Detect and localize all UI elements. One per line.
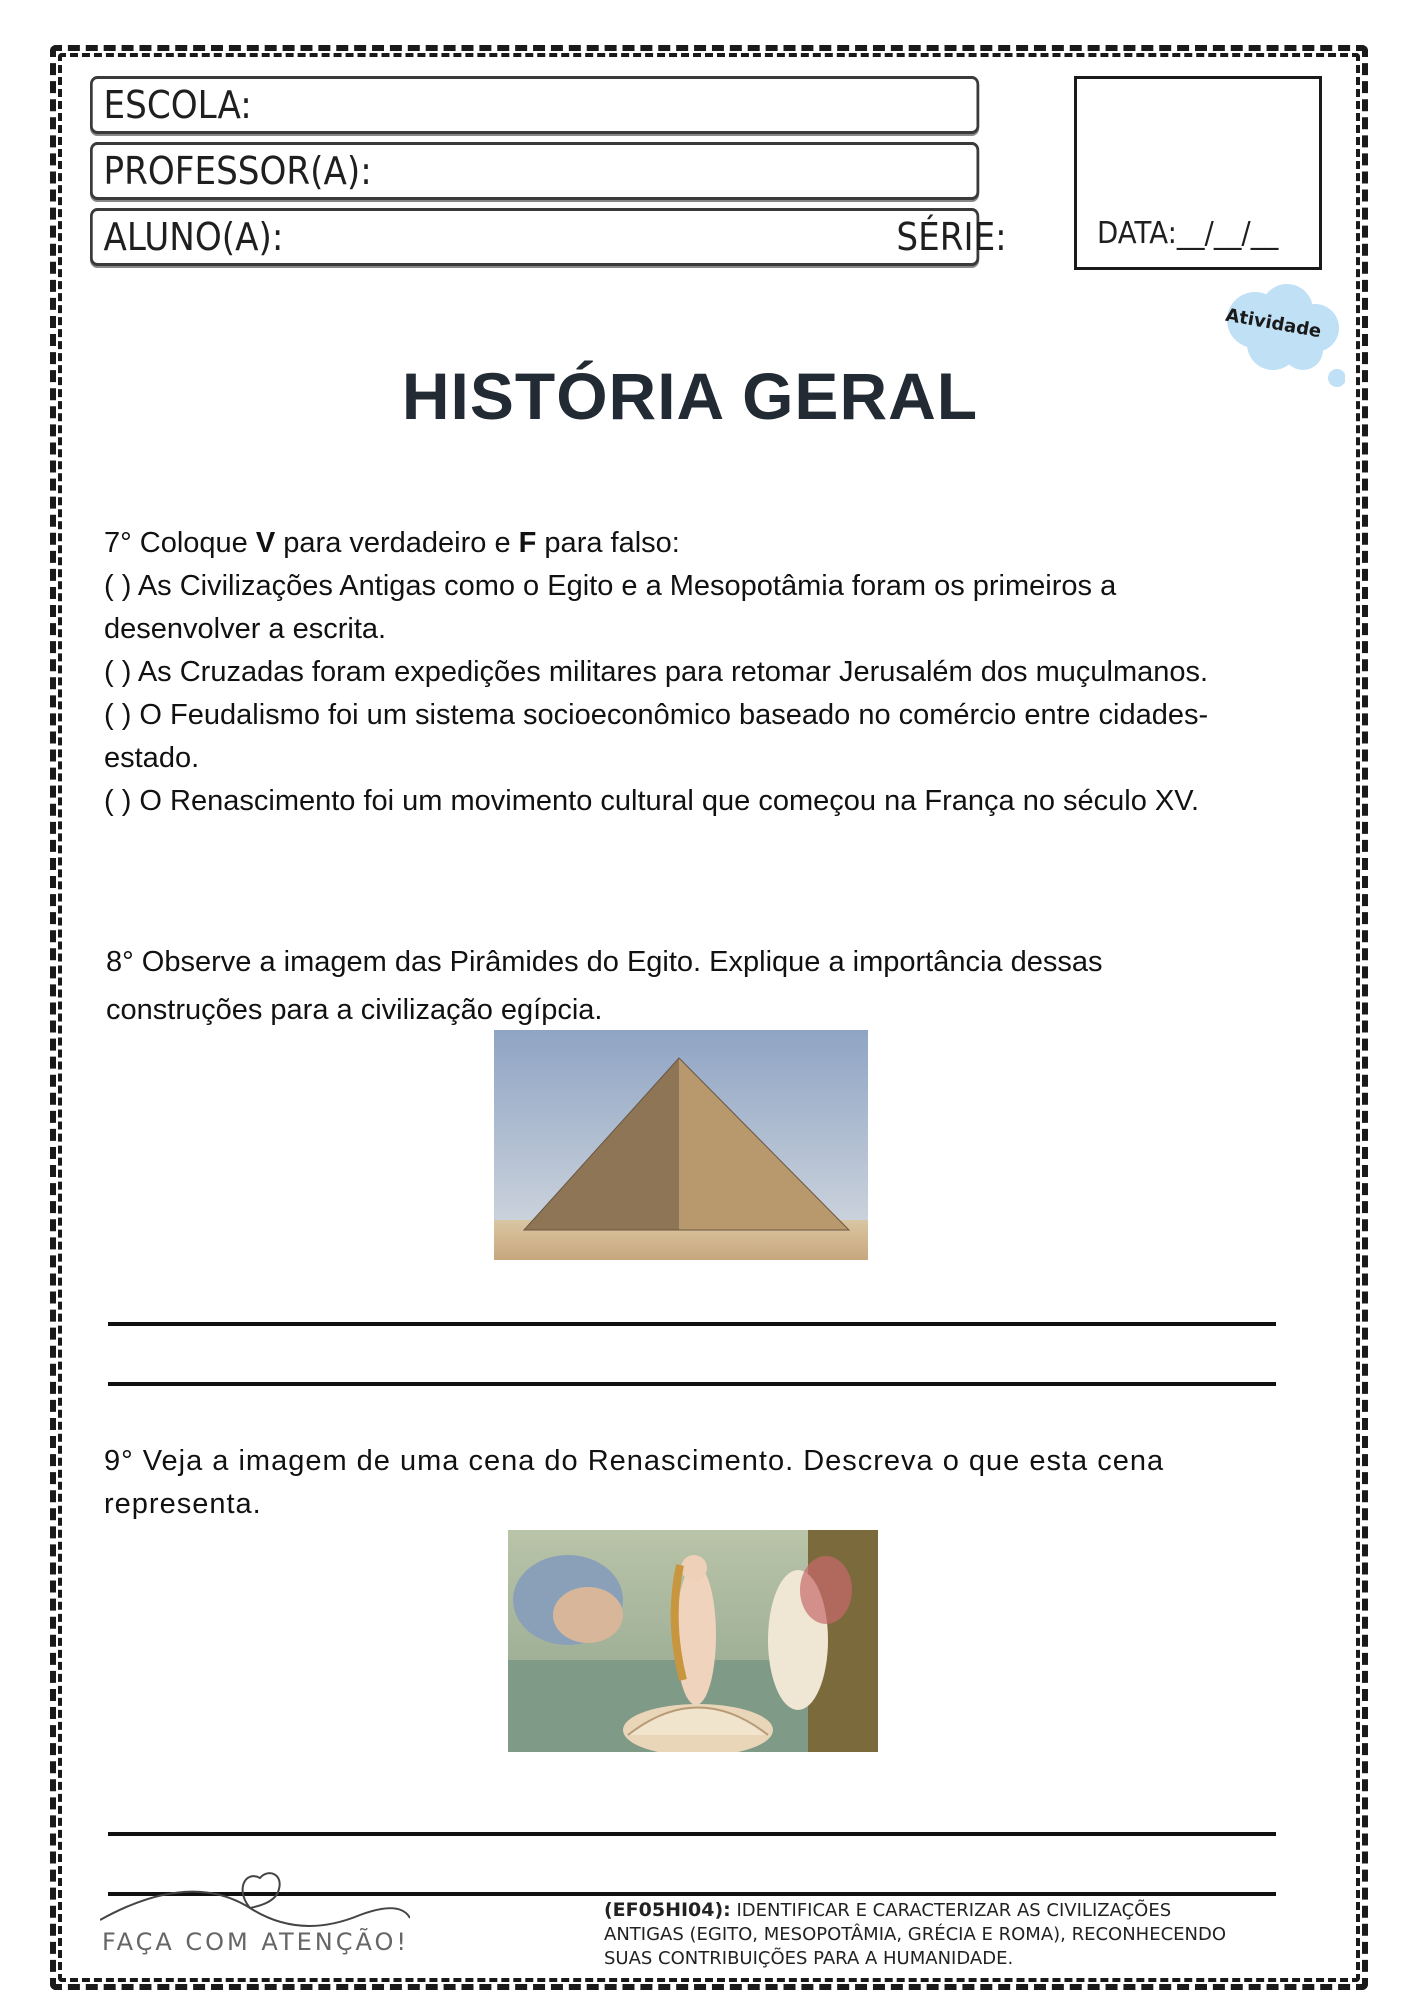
question-7-item[interactable]: ( ) As Civilizações Antigas como o Egito e a Mesopotâmia foram os primeiros a desenvolver a escrita. <box>104 570 1117 645</box>
teacher-label: PROFESSOR(A): <box>103 149 372 193</box>
answer-line[interactable] <box>108 1382 1276 1386</box>
school-field[interactable] <box>90 76 979 134</box>
date-label: DATA:__/__/__ <box>1097 216 1279 251</box>
bncc-code: (EF05HI04): <box>604 1899 731 1921</box>
question-9: 9° Veja a imagem de uma cena do Renascimento. Descreva o que esta cena representa. <box>104 1445 1165 1520</box>
question-7-item[interactable]: ( ) O Renascimento foi um movimento cultural que começou na França no século XV. <box>104 785 1200 817</box>
date-box[interactable] <box>1074 76 1322 270</box>
footer-motto: FAÇA COM ATENÇÃO! <box>102 1928 409 1956</box>
teacher-field[interactable] <box>90 142 979 200</box>
student-label: ALUNO(A): <box>103 215 284 259</box>
answer-line[interactable] <box>108 1322 1276 1326</box>
question-8: 8° Observe a imagem das Pirâmides do Egito. Explique a importância dessas construções para a civilização egípcia. <box>106 946 1103 1026</box>
school-label: ESCOLA: <box>103 83 252 127</box>
activity-badge-text: Atividade <box>1223 304 1323 343</box>
renaissance-painting-image <box>508 1530 878 1752</box>
pyramid-image <box>494 1030 868 1260</box>
question-7-intro: 7° Coloque V para verdadeiro e F para falso: <box>104 527 680 559</box>
question-7-item[interactable]: ( ) O Feudalismo foi um sistema socioeconômico baseado no comércio entre cidades-estado. <box>104 699 1209 774</box>
answer-line[interactable] <box>108 1832 1276 1836</box>
question-7-item[interactable]: ( ) As Cruzadas foram expedições militares para retomar Jerusalém dos muçulmanos. <box>104 656 1209 688</box>
student-field[interactable] <box>90 208 1007 266</box>
bncc-skill <box>604 1898 1254 1971</box>
bncc-description: IDENTIFICAR E CARACTERIZAR AS CIVILIZAÇÕES ANTIGAS (EGITO, MESOPOTÂMIA, GRÉCIA E ROMA), RECONHECENDO SUAS CONTRIBUIÇÕES PARA A HUMANIDADE. <box>604 1900 1227 1969</box>
page-title: HISTÓRIA GERAL <box>401 359 979 433</box>
grade-label: SÉRIE: <box>896 215 1007 259</box>
question-7 <box>104 522 1254 823</box>
